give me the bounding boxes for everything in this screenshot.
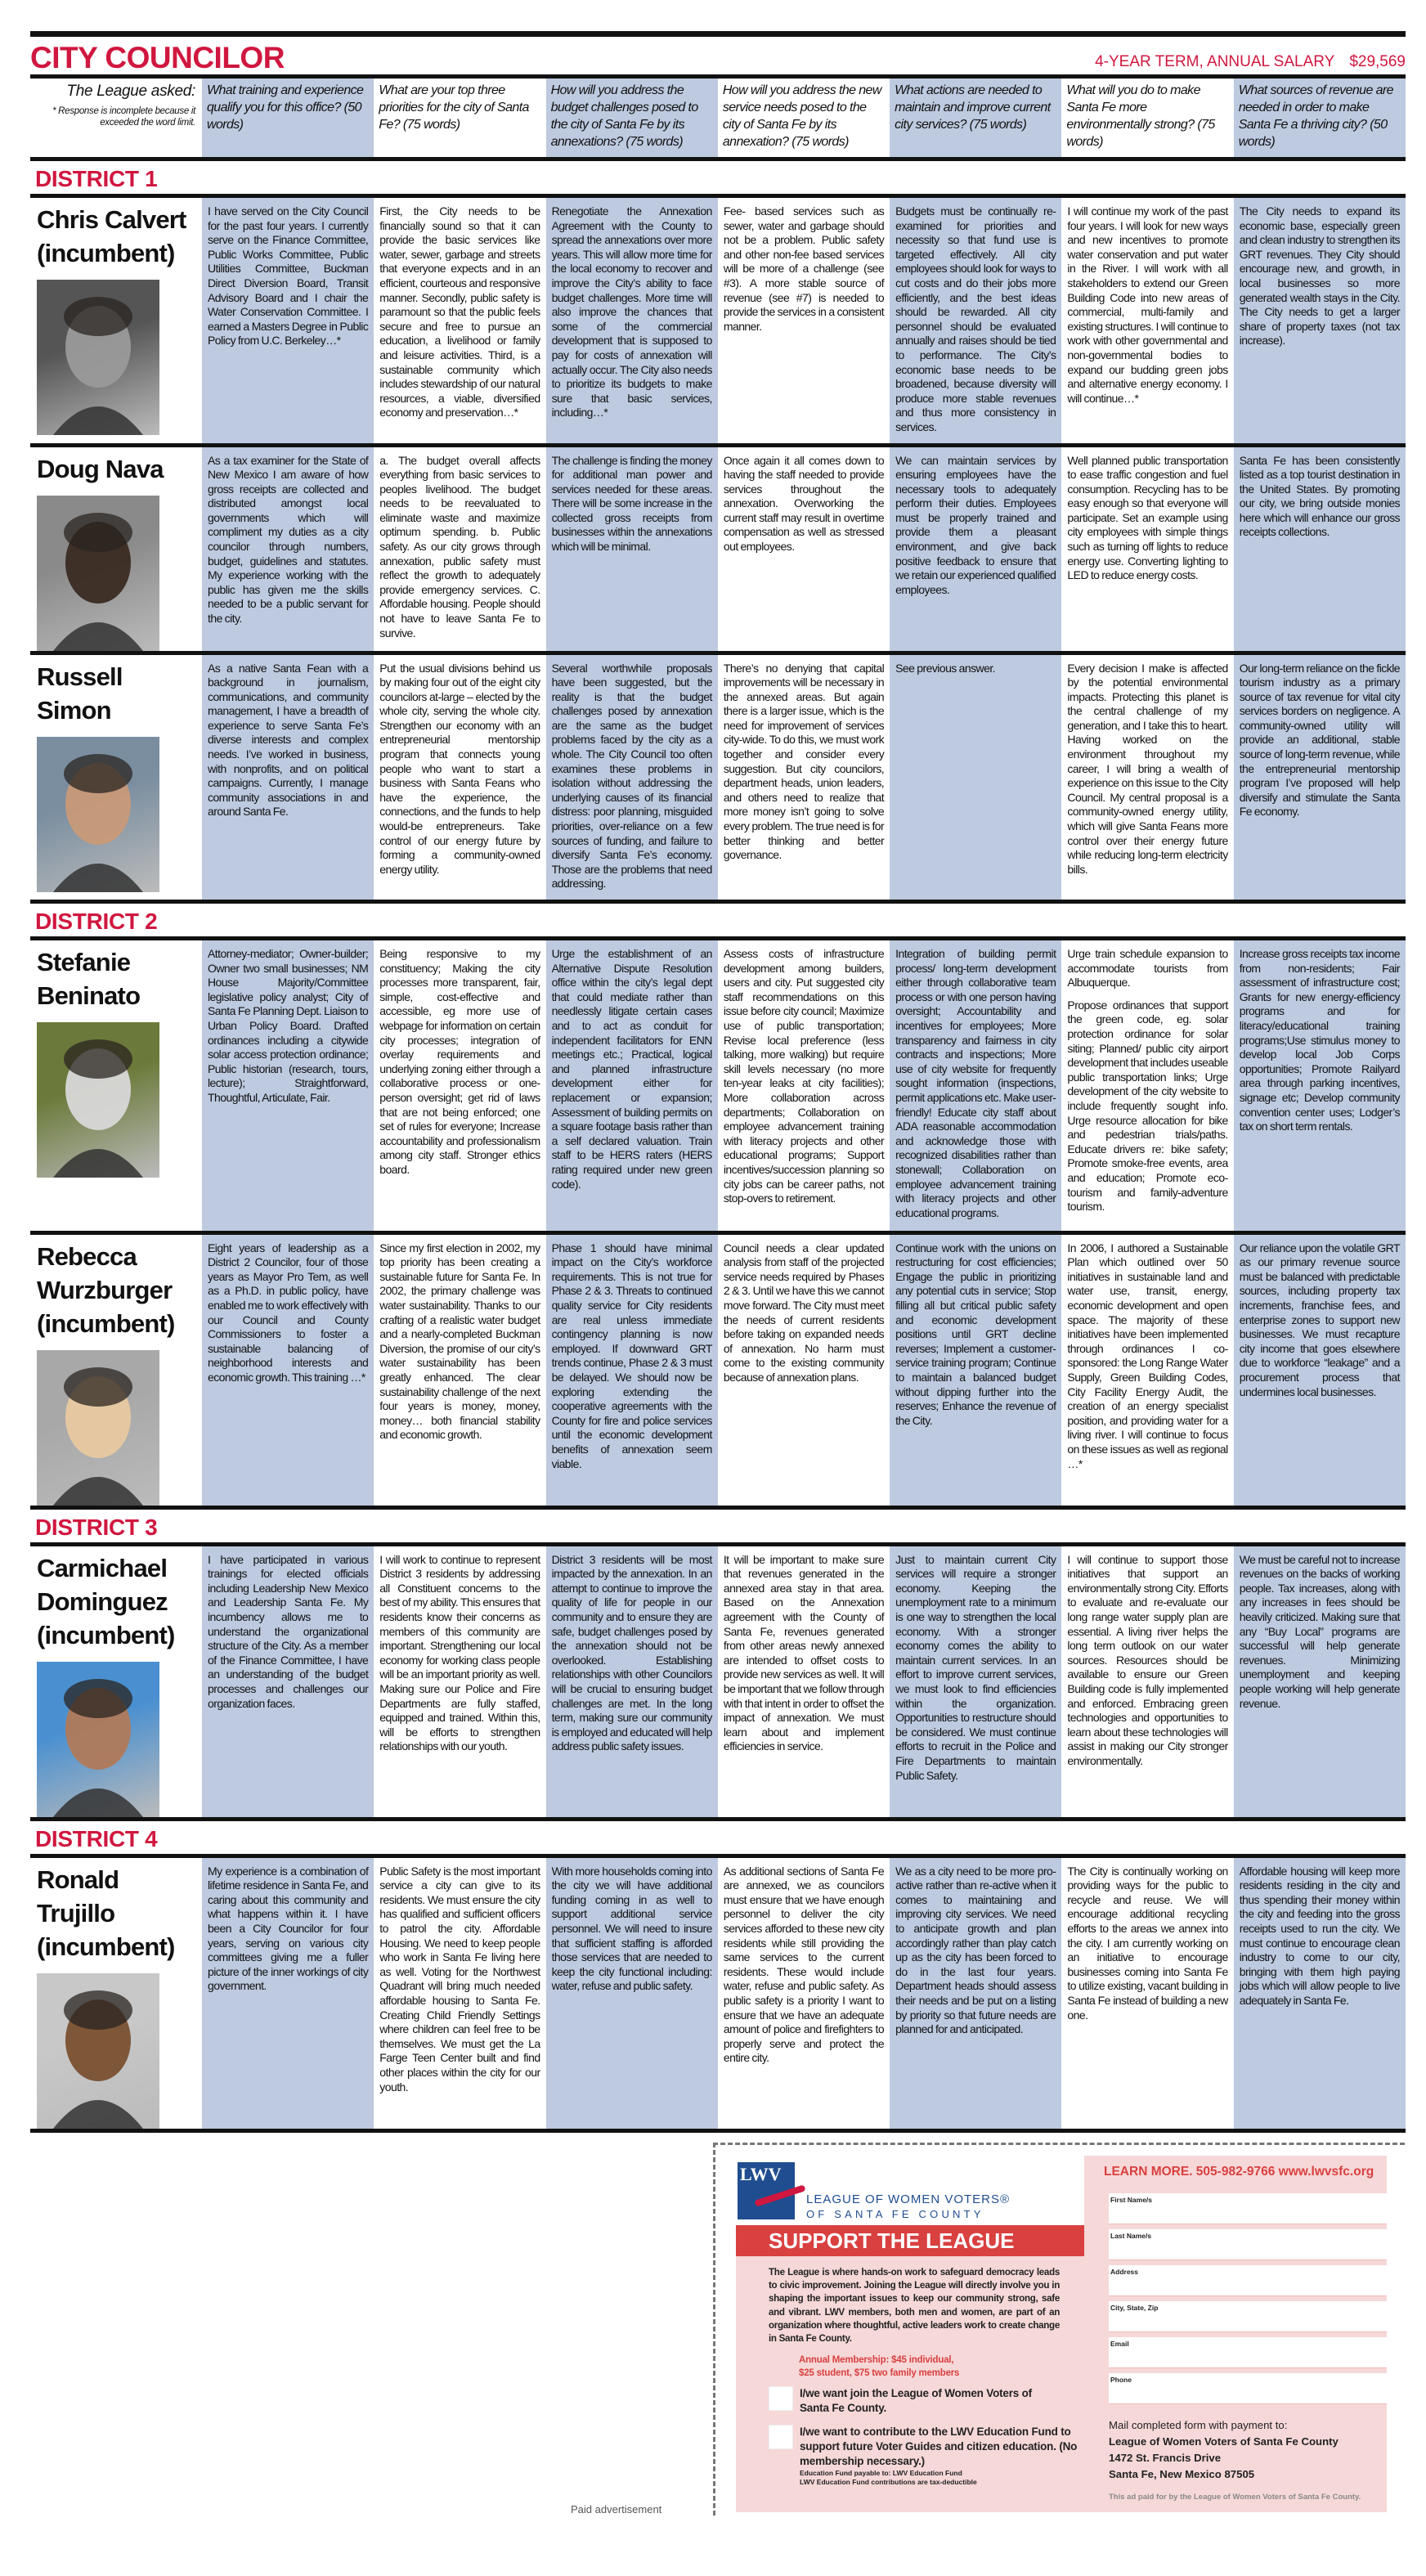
answer-q7: Increase gross receipts tax income from non-residents; Fair assessment of infrastructure cost; Grants for new energy-efficiency programs and for literacy/educational training programs;Use stimulus money to develop local Job Corps opportunities; Promote Railyard area through parking incentives, signage etc; Develop community convention center uses; Lodger’s tax on short term rentals. — [1234, 940, 1406, 1231]
answer-q3: District 3 residents will be most impacted by the annexation. In an attempt to continue to improve the quality of life for people in our community and to ensure they are safe, budget challenges posed by the annexation should not be overlooked. Establishing relationships with other Councilors will be crucial to ensuring budget challenges are met. In the long term, making sure our community is employed and educated will help address public safety issues. — [546, 1546, 718, 1817]
portrait-icon — [37, 280, 159, 435]
cut-line-top — [713, 2143, 1405, 2145]
ad-body-text: The League is where hands-on work to safeguard democracy leads to civic improvement. Joining the League will directly involve you in shaping the important issues to keep our community strong, safe and vibrant. LWV members, both men and women, are part of an organization where thoughtful, active leaders work to create change in Santa Fe County. — [769, 2266, 1060, 2345]
answer-q3: Renegotiate the Annexation Agreement with the County to spread the annexations over more years. This will allow more time for the local economy to recover and improve the City’s ability to face budget challenges. More time will also improve the chances that some of the commercial development that is supposed to pay for costs of annexation will actually occur. The City also needs to prioritize its budgets to make sure that basic services, including…* — [546, 198, 718, 443]
answer-q1: I have participated in various trainings for elected officials including Leadership New Mexico and Leadership Santa Fe. My incumbency allows me to understand the organizational structure of the City. As a member of the Finance Committee, I have an understanding of the budget processes and challenges our organization faces. — [202, 1546, 374, 1817]
membership-pricing — [799, 2354, 959, 2380]
candidate-photo — [37, 1350, 159, 1506]
district-heading: DISTRICT 3 — [35, 1514, 158, 1540]
answer-q4: It will be important to make sure that revenues generated in the annexed area stay in that area. Based on the Annexation agreement with the County of Santa Fe, revenues generated from other areas newly annexed are intended to offset costs to provide new services as well. It will be important that we follow through with that intent in order to offset the impact of annexation. We must learn about and implement efficiencies in service. — [723, 1552, 885, 1753]
fine-print-1: Education Fund payable to: LWV Education Fund — [800, 2468, 962, 2477]
form-field-first-name-s[interactable] — [1109, 2193, 1387, 2224]
answer-q7: Santa Fe has been consistently listed as a top tourist destination in the United States. By promoting our city, we bring outside monies here which will enhance our gross receipts collections. — [1234, 447, 1406, 651]
answer-q5: See previous answer. — [890, 655, 1061, 900]
form-field-label: City, State, Zip — [1110, 2303, 1159, 2312]
candidate-info — [30, 1235, 202, 1506]
top-rule — [30, 31, 1406, 37]
answer-q6: Well planned public transportation to ease traffic congestion and fuel consumption. Recycling has to be easy enough so that everyone will participate. Set an example using city employees with simple things such as turning off lights to reduce energy use. Converting lighting to LED to reduce energy costs. — [1067, 453, 1228, 582]
mail-street: 1472 St. Francis Drive — [1109, 2451, 1222, 2464]
question-6: What will you do to make Santa Fe more environmentally strong? (75 words) — [1066, 83, 1215, 149]
answer-q7: Our reliance upon the volatile GRT as our primary revenue source must be balanced with predictable sources, including property tax increments, franchise fees, and enterprise zones to support new businesses. We must recapture city income that goes elsewhere due to workforce “leakage” and a procurement process that undermines local businesses. — [1234, 1235, 1406, 1506]
support-title: SUPPORT THE LEAGUE — [736, 2225, 1084, 2256]
candidate-info — [30, 447, 202, 651]
answer-paragraph: Urge train schedule expansion to accommodate tourists from Albuquerque. — [1067, 947, 1228, 990]
learn-more-contact: LEARN MORE. 505-982-9766 www.lwvsfc.org — [1104, 2164, 1374, 2179]
portrait-icon — [37, 1350, 159, 1506]
answer-q7: Affordable housing will keep more residents residing in the city and thus spending their money within the city and feeding into the gross receipts used to run the city. We must continue to encourage clean industry to come to our city, bringing with them high paying jobs which will allow people to live adequately in Santa Fe. — [1234, 1858, 1406, 2129]
membership-line-2: $25 student, $75 two family members — [799, 2367, 960, 2378]
join-option — [769, 2386, 1061, 2416]
candidate-info — [30, 655, 202, 900]
answer-q2: I will work to continue to represent District 3 residents by addressing all Constituent concerns to the best of my ability. This ensures that residents know their concerns as members of this community are important. Strengthening our local economy for working class people will be an important priority as well. Making sure our Police and Fire Departments are fully staffed, equipped and trained. Within this, will be efforts to strengthen relationships with our youth. — [379, 1552, 540, 1753]
candidate-name: Ronald Trujillo (incumbent) — [37, 1865, 175, 1961]
answer-q6 — [1061, 940, 1233, 1231]
district-heading: DISTRICT 1 — [35, 166, 158, 191]
answer-q3: Phase 1 should have minimal impact on the City’s workforce requirements. This is not true for Phase 2 & 3. Threats to continued quality service for City residents are real unless immediate contingency planning is now employed. If downward GRT trends continue, Phase 2 & 3 must be delayed. We should now be exploring extending the cooperative agreements with the County for fire and police services until the economic development benefits of annexation seem viable. — [546, 1235, 718, 1506]
answer-q2: First, the City needs to be financially sound so that it can provide the basic services like water, sewer, garbage and streets that everyone expects and in an efficient, courteous and responsive manner. Secondly, public safety is paramount so that the public feels secure and free to pursue an education, a livelihood or family and leisure activities. Third, is a sustainable community which includes stewardship of our natural resources, a viable, diversified economy and preservation…* — [379, 204, 540, 420]
form-field-email[interactable] — [1109, 2337, 1387, 2368]
form-field-label: Last Name/s — [1110, 2231, 1152, 2240]
page-title: CITY COUNCILOR — [30, 41, 285, 74]
lwv-logo-area — [736, 2156, 1084, 2225]
district-heading: DISTRICT 2 — [35, 909, 158, 934]
mail-intro: Mail completed form with payment to: — [1109, 2418, 1288, 2431]
districts-container — [30, 161, 1406, 2133]
join-label: I/we want join the League of Women Voters of Santa Fe County. — [800, 2386, 1032, 2414]
answer-q5: Budgets must be continually re-examined for priorities and necessity so that fund use is targeted effectively. All city employees should look for ways to cut costs and do their jobs more efficiently, and the best ideas should be rewarded. All city personnel should be evaluated annually and raises should be tied to performance. The City’s economic base needs to be broadened, because diversity will produce more stable revenues and thus more consistency in services. — [890, 198, 1061, 443]
candidate-info — [30, 1858, 202, 2129]
answer-q2: a. The budget overall affects everything from basic services to peoples livelihood. The budget needs to be reevaluated to eliminate waste and maximize optimum spending. b. Public safety. As our city grows through annexation, public safety must reflect the growth to adequately provide emergency services. C. Affordable housing. People should not have to leave Santa Fe to survive. — [379, 453, 540, 640]
portrait-icon — [37, 1973, 159, 2129]
mail-city: Santa Fe, New Mexico 87505 — [1109, 2467, 1255, 2480]
candidate-row — [30, 655, 1406, 900]
answer-q2: Since my first election in 2002, my top priority has been creating a sustainable future for Santa Fe. In 2002, the primary challenge was water sustainability. Thanks to our crafting of a realistic water budget and a nearly-completed Buckman Diversion, the promise of our city’s water sustainability has been greatly enhanced. The clear sustainability challenge of the next four years is money, money, money… both financial stability and economic growth. — [379, 1241, 540, 1442]
answer-q1: As a tax examiner for the State of New Mexico I am aware of how gross receipts are collected and distributed amongst local governments which will compliment my duties as a city councilor through numbers, budget, guidelines and statutes. My experience working with the public has given me the skills needed to be a public servant for the city. — [202, 447, 374, 651]
candidate-name: Russell Simon — [37, 662, 123, 725]
portrait-icon — [37, 496, 159, 651]
answer-q4: As additional sections of Santa Fe are annexed, we as councilors must ensure that we have enough personnel to deliver the city services afforded to these new city residents while still providing the same services to the current residents. These would include water, refuse and public safety. As public safety is a priority I want to ensure that we have an adequate amount of police and firefighters to properly serve and protect the entire city. — [723, 1864, 885, 2065]
answer-q3: Urge the establishment of an Alternative Dispute Resolution office within the city’s legal dept that could mediate rather than needlessly litigate certain cases and to act as conduit for independent facilitators for ENN meetings etc.; Practical, logical and planned infrastructure development either for replacement or expansion; Assessment of building permits on a square footage basis rather than a self declared valuation. Train staff to be HERS raters (HERS rating required under new green code). — [546, 940, 718, 1231]
answer-q4: Assess costs of infrastructure development among builders, users and city. Put suggested city staff recommendations on this issue before city council; Maximize use of public transportation; Revise local preference (less talking, more walking) but require skill levels necessary (no more ten-year leaks at city facilities); More collaboration across departments; Collaboration on employee advancement training with literacy projects and other educational programs; Support incentives/succession planning so city jobs can be career paths, not stop-overs to retirement. — [723, 947, 885, 1205]
portrait-icon — [37, 737, 159, 892]
candidate-row — [30, 447, 1406, 651]
mailing-address — [1109, 2417, 1339, 2483]
form-field-phone[interactable] — [1109, 2373, 1387, 2404]
questions-header — [30, 79, 1406, 157]
form-field-label: Address — [1110, 2267, 1139, 2276]
answer-q3: With more households coming into the city we will have additional funding coming in as well to support additional service personnel. We will need to insure that sufficient staffing is afforded those services that are needed to keep the city functional including: water, refuse and public safety. — [546, 1858, 718, 2129]
org-name-line2: OF SANTA FE COUNTY — [806, 2207, 984, 2220]
candidate-name: Carmichael Dominguez (incumbent) — [37, 1553, 175, 1649]
bottom-section — [0, 2143, 1426, 2527]
ad-paid-for: This ad paid for by the League of Women Voters of Santa Fe County. — [1109, 2492, 1361, 2502]
league-ad — [713, 2143, 1408, 2515]
league-asked-label: The League asked: — [66, 83, 195, 100]
answer-q1: Eight years of leadership as a District 2 Councilor, four of those years as Mayor Pro Tem, as well as a Ph.D. in public policy, have enabled me to work effectively with our Council and County Commissioners to foster a sustainable balancing of neighborhood interests and economic growth. This training …* — [202, 1235, 374, 1506]
mail-org: League of Women Voters of Santa Fe County — [1109, 2435, 1339, 2448]
answer-q3: Several worthwhile proposals have been suggested, but the reality is that the budget challenges posed by annexation are the same as the budget problems faced by the city as a whole. The City Council too often examines these problems in isolation without addressing the underlying causes of its financial distress: poor planning, misguided priorities, over-reliance on a few sources of funding, and failure to diversify Santa Fe’s economy. Those are the problems that need addressing. — [546, 655, 718, 900]
question-1: What training and experience qualify you for this office? (50 words) — [202, 79, 374, 157]
candidate-name: Stefanie Beninato — [37, 948, 141, 1010]
answer-q2: Public Safety is the most important service a city can give to its residents. We must ensure the city has qualified and sufficient officers to patrol the city. Affordable Housing. We need to keep people who work in Santa Fe living here as well. Voting for the Northwest Quadrant will bring much needed affordable housing to Santa Fe. Creating Child Friendly Settings where children can feel free to be themselves. We must get the La Farge Teen Center built and find other places within the city for our youth. — [379, 1864, 540, 2094]
ad-panel — [736, 2156, 1387, 2512]
form-field-city-state-zip[interactable] — [1109, 2301, 1387, 2332]
membership-line-1: Annual Membership: $45 individual, — [799, 2354, 954, 2365]
title-row — [30, 37, 1406, 74]
question-2: What are your top three priorities for the city of Santa Fe? (75 words) — [379, 83, 529, 132]
incomplete-note: * Response is incomplete because it exceeded the word limit. — [52, 106, 195, 128]
salary-value: $29,569 — [1349, 53, 1406, 70]
question-3: How will you address the budget challenges posed to the city of Santa Fe by its annexations? (75 words) — [546, 79, 718, 157]
answer-q1: I have served on the City Council for the past four years. I currently serve on the Finance Committee, Public Works Committee, Public Utilities Committee, Buckman Direct Diversion Board, Transit Advisory Board and I chair the Water Conservation Committee. I earned a Masters Degree in Public Policy from U.C. Berkeley…* — [202, 198, 374, 443]
answer-q5: Integration of building permit process/ long-term development either through collaborative team process or with one person having oversight; Accountability and incentives for employees; More transparency and fairness in city contracts and inspections; More use of city website for frequently sought information (inspections, permit applications etc. Make user-friendly! Educate city staff about ADA reasonable accommodation and acknowledge those with recognized disabilities rather than stonewall; Collaboration on employee advancement training with literacy projects and other educational programs. — [890, 940, 1061, 1231]
answer-q6: Every decision I make is affected by the potential environmental impacts. Protecting this planet is the central challenge of my generation, and I take this to heart. Having worked on the environment throughout my career, I will bring a wealth of experience on this issue to the City Council. My central proposal is a community-owned energy utility, which will give Santa Feans more control over their energy future while reducing long-term electricity bills. — [1067, 661, 1228, 876]
answer-q1: My experience is a combination of lifetime residence in Santa Fe, and caring about this community and what happens within it. I have been a City Councilor for four years, serving on various city committees giving me a fuller picture of the inner workings of city government. — [202, 1858, 374, 2129]
form-field-label: First Name/s — [1110, 2195, 1153, 2204]
candidate-row — [30, 1235, 1406, 1506]
org-name-line1: LEAGUE OF WOMEN VOTERS® — [806, 2192, 1011, 2206]
candidate-name: Doug Nava — [37, 454, 164, 483]
question-5: What actions are needed to maintain and improve current city services? (75 words) — [890, 79, 1061, 157]
question-7: What sources of revenue are needed in order to make Santa Fe a thriving city? (50 words) — [1234, 79, 1406, 157]
contribute-checkbox[interactable] — [769, 2425, 793, 2449]
contribute-text — [800, 2425, 1078, 2487]
candidate-name: Rebecca Wurzburger (incumbent) — [37, 1241, 175, 1338]
candidate-row — [30, 1546, 1406, 1817]
portrait-icon — [37, 1662, 159, 1817]
answer-q6: I will continue my work of the past four years. I will look for new ways and new incentives to promote water conservation and put water in the River. I will work with all stakeholders to extend our Green Building Code into new areas of commercial, multi-family and existing structures. I will continue to work with other governmental and non-governmental bodies to expand our budding green jobs and alternative energy economy. I will continue…* — [1067, 204, 1228, 405]
answer-q5: We can maintain services by ensuring employees have the necessary tools to adequately perform their duties. Employees must be properly trained and provide them a pleasant environment, and give back positive feedback to ensure that we retain our experienced qualified employees. — [890, 447, 1061, 651]
candidate-info — [30, 940, 202, 1231]
candidate-row — [30, 940, 1406, 1231]
answer-q3: The challenge is finding the money for additional man power and services needed for these areas. There will be some increase in the collected gross receipts from businesses within the annexations which will be minimal. — [546, 447, 718, 651]
answer-q7: We must be careful not to increase revenues on the backs of working people. Tax increases, along with any increases in fees should be heavily criticized. Making sure that any “Buy Local” programs are successful will help generate revenues. Minimizing unemployment and keeping people working will help generate revenue. — [1234, 1546, 1406, 1817]
candidate-info — [30, 1546, 202, 1817]
answer-q1: Attorney-mediator; Owner-builder; Owner two small businesses; NM House Majority/Committee legislative policy analyst; City of Santa Fe Planning Dept. Liaison to Urban Policy Board. Drafted ordinances including a citywide solar access protection ordinance; Public historian (research, tours, lecture); Straightforward, Thoughtful, Articulate, Fair. — [202, 940, 374, 1231]
candidate-photo — [37, 496, 159, 651]
candidate-photo — [37, 1662, 159, 1817]
candidate-photo — [37, 280, 159, 435]
answer-q1: As a native Santa Fean with a background in journalism, communications, and community management, I have a breadth of experience to serve Santa Fe’s diverse interests and complex needs. I’ve worked in business, with nonprofits, and on political campaigns. Currently, I manage community associations in and around Santa Fe. — [202, 655, 374, 900]
paid-advertisement-label: Paid advertisement — [571, 2502, 662, 2515]
answer-q2: Being responsive to my constituency; Making the city processes more transparent, fair, simple, cost-effective and accessible, eg more use of webpage for information on certain city processes; integration of overlay requirements and underlying zoning either through a collaborative process or one-person oversight; get rid of laws that are not being enforced; one set of rules for everyone; Increase accountability and professionalism among city staff. Stronger ethics board. — [379, 947, 540, 1176]
answer-q6: In 2006, I authored a Sustainable Plan which outlined over 50 initiatives in sustainable land and water use, transit, energy, economic development and open space. The majority of these initiatives have been implemented through ordinances I co-sponsored: the Long Range Water Supply, Green Building Codes, City Facility Energy Audit, the creation of an energy specialist position, and providing water for a living river. I will continue to focus on these issues as well as regional …* — [1067, 1241, 1228, 1470]
answer-q5: Continue work with the unions on restructuring for cost efficiencies; Engage the public in prioritizing any potential cuts in service; Stop filling all but critical public safety and economic development positions until GRT decline reverses; Implement a customer-service training program; Continue to maintain a balanced budget without dipping further into the reserves; Enhance the revenue of the City. — [890, 1235, 1061, 1506]
lwv-logo: LWV — [738, 2162, 795, 2219]
term-label: 4-YEAR TERM, ANNUAL SALARY — [1095, 53, 1335, 70]
candidate-name: Chris Calvert (incumbent) — [37, 205, 186, 267]
join-checkbox[interactable] — [769, 2386, 793, 2411]
answer-paragraph: Propose ordinances that support the green code, eg. solar protection ordinance for solar siting; Planned/ public city airport development that includes useable public transportation links; Urge development of the city website to include frequently sought info. Urge resource allocation for bike and pedestrian trials/paths. Educate drivers re: bike safety; Promote smoke-free events, area and education; Promote eco-tourism and family-adventure tourism. — [1067, 998, 1228, 1214]
candidate-photo — [37, 1022, 159, 1178]
form-field-label: Phone — [1110, 2375, 1132, 2384]
form-field-address[interactable] — [1109, 2265, 1387, 2296]
league-asked — [30, 79, 202, 157]
fine-print-2: LWV Education Fund contributions are tax-deductible — [800, 2477, 977, 2486]
answer-q6: The City is continually working on providing ways for the public to recycle and reuse. We will encourage additional recycling efforts to the areas we annex into the city. I am currently working on an initiative to encourage businesses coming into Santa Fe to utilize existing, vacant building in Santa Fe instead of building a new one. — [1067, 1864, 1228, 2022]
voter-guide-page — [30, 0, 1406, 2133]
candidate-rule — [30, 2129, 1406, 2133]
answer-q4: Fee- based services such as sewer, water and garbage should not be a problem. Public safety and other non-fee based services will be more of a challenge (see #3). A more stable source of revenue (see #7) is needed to provide the services in a consistent manner. — [723, 204, 885, 333]
contribute-label: I/we want to contribute to the LWV Education Fund to support future Voter Guides and citizen education. (No membership necessary.) — [800, 2425, 1078, 2467]
district-heading: DISTRICT 4 — [35, 1825, 158, 1851]
candidate-photo — [37, 1973, 159, 2129]
answer-q6: I will continue to support those initiatives that support an environmentally strong City. Efforts to evaluate and re-evaluate our long range water supply plan are essential. A living river helps the long term outlook on our water sources. Resources should be available to ensure our Green Building code is fully implemented and enforced. Embracing green technologies and opportunities to learn about these technologies will assist in making our City stronger environmentally. — [1067, 1552, 1228, 1767]
contribute-option — [769, 2425, 1078, 2487]
question-4: How will you address the new service needs posed to the city of Santa Fe by its annexation? (75 words) — [722, 83, 881, 149]
answer-q4: There’s no denying that capital improvements will be necessary in the annexed areas. But again there is a larger issue, which is the need for improvement of services city-wide. To do this, we must work together and consider every suggestion. But city councilors, department heads, union leaders, and others need to realize that more money isn’t going to solve every problem. The true need is for better thinking and better governance. — [723, 661, 885, 862]
answer-q7: Our long-term reliance on the fickle tourism industry as a primary source of tax revenue for vital city services borders on negligence. A community-owned utility will provide an additional, stable source of long-term revenue, while the entrepreneurial mentorship program I’ve proposed will help diversify and stimulate the Santa Fe economy. — [1234, 655, 1406, 900]
answer-q4: Council needs a clear updated analysis from staff of the projected service needs required by Phases 2 & 3. Until we have this we cannot move forward. The City must meet the needs of current residents before taking on expanded needs of annexation. No harm must come to the existing community because of annexation plans. — [723, 1241, 885, 1384]
candidate-row — [30, 198, 1406, 443]
portrait-icon — [37, 1022, 159, 1178]
form-field-label: Email — [1110, 2339, 1129, 2348]
candidate-row — [30, 1858, 1406, 2129]
answer-q5: Just to maintain current City services will require a stronger economy. Keeping the unemployment rate to a minimum is one way to strengthen the local economy. With a stronger economy comes the ability to maintain current services. In an effort to improve current services, we must look to find efficiencies within the organization. Opportunities to restructure should be considered. We must continue efforts to recruit in the Police and Fire Departments to maintain Public Safety. — [890, 1546, 1061, 1817]
answer-q5: We as a city need to be more pro-active rather than re-active when it comes to maintaining and improving city services. We need to anticipate growth and plan accordingly rather than play catch up as the city has been forced to do in the last four years. Department heads should assess their needs and be put on a listing by priority so that future needs are planned for and anticipated. — [890, 1858, 1061, 2129]
answer-q2: Put the usual divisions behind us by making four out of the eight city councilors at-large – elected by the whole city, serving the whole city. Strengthen our economy with an entrepreneurial mentorship program that connects young people who want to start a business with Santa Feans who have the experience, the connections, and the funds to help would-be entrepreneurs. Take control of our energy future by forming a community-owned energy utility. — [379, 661, 540, 876]
candidate-photo — [37, 737, 159, 892]
cut-line-left — [713, 2143, 715, 2515]
answer-q7: The City needs to expand its economic base, especially green and clean industry to strengthen its GRT revenues. They City should encourage new, and growth, in local businesses so more generated wealth stays in the City. The City needs to get a larger share of property taxes (not tax increase). — [1234, 198, 1406, 443]
answer-q4: Once again it all comes down to having the staff needed to provide services throughout the annexation. Overworking the current staff may result in overtime compensation as well as stressed out employees. — [723, 453, 885, 554]
candidate-info — [30, 198, 202, 443]
term-salary — [1095, 53, 1406, 74]
form-field-last-name-s[interactable] — [1109, 2229, 1387, 2260]
